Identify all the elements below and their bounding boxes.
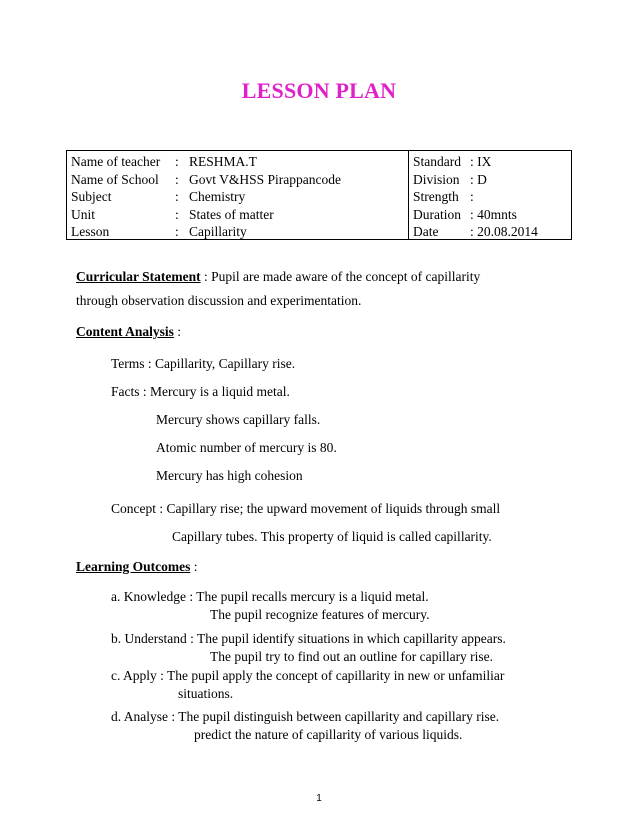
info-row-division <box>413 171 571 189</box>
info-row-school <box>71 171 408 189</box>
class-info-column <box>409 151 571 239</box>
facts-line: Facts : Mercury is a liquid metal. <box>111 384 290 399</box>
curricular-statement-heading: Curricular Statement <box>76 269 201 284</box>
info-label: Lesson <box>71 224 110 239</box>
info-label: Subject <box>71 189 112 204</box>
concept-line1: Concept : Capillary rise; the upward movement of liquids through small <box>111 501 501 516</box>
outcome-apply-cont: situations. <box>178 686 234 701</box>
page-number: 1 <box>316 793 322 804</box>
page-title: LESSON PLAN <box>241 78 397 103</box>
info-label: Name of teacher <box>71 154 161 169</box>
content-analysis-heading: Content Analysis <box>76 324 174 339</box>
info-sep: : <box>175 189 179 204</box>
fact-item: Mercury has high cohesion <box>156 468 303 483</box>
content-analysis-line <box>76 323 181 340</box>
info-sep: : <box>175 171 179 187</box>
fact-item: Mercury shows capillary falls. <box>156 412 321 427</box>
info-label: Standard <box>413 154 461 169</box>
curricular-statement-text: : Pupil are made aware of the concept of capillarity <box>200 269 481 284</box>
info-row-unit <box>71 206 408 224</box>
info-label: Strength <box>413 189 459 204</box>
info-value: Chemistry <box>189 189 246 204</box>
info-row-date <box>413 223 571 241</box>
info-sep: : <box>175 154 179 169</box>
info-row-teacher <box>71 153 408 171</box>
info-label: Division <box>413 171 460 187</box>
info-sep: : <box>175 206 179 222</box>
learning-outcomes-heading: Learning Outcomes <box>76 559 191 574</box>
info-row-strength <box>413 188 571 206</box>
info-value: : 20.08.2014 <box>470 224 538 239</box>
info-sep: : <box>175 224 179 239</box>
fact-item: Atomic number of mercury is 80. <box>156 440 337 455</box>
concept-line2: Capillary tubes. This property of liquid is called capillarity. <box>172 529 492 544</box>
outcome-apply: c. Apply : The pupil apply the concept of capillarity in new or unfamiliar <box>111 668 505 683</box>
outcome-understand-cont: The pupil try to find out an outline for capillary rise. <box>210 649 494 664</box>
outcome-knowledge: a. Knowledge : The pupil recalls mercury is a liquid metal. <box>111 589 429 604</box>
info-value: RESHMA.T <box>189 154 257 169</box>
info-value: : D <box>470 171 487 187</box>
curricular-statement-line1 <box>76 268 480 285</box>
info-value: : 40mnts <box>470 206 517 222</box>
info-label: Date <box>413 224 439 239</box>
info-row-standard <box>413 153 571 171</box>
info-row-lesson <box>71 223 408 241</box>
outcome-analyse: d. Analyse : The pupil distinguish between capillarity and capillary rise. <box>111 709 500 724</box>
outcome-understand: b. Understand : The pupil identify situations in which capillarity appears. <box>111 631 506 646</box>
lesson-info-table <box>66 150 572 240</box>
teacher-info-column <box>67 151 409 239</box>
outcome-analyse-cont: predict the nature of capillarity of various liquids. <box>194 727 463 742</box>
info-row-duration <box>413 206 571 224</box>
outcome-knowledge-cont: The pupil recognize features of mercury. <box>210 607 430 622</box>
terms-line: Terms : Capillarity, Capillary rise. <box>111 356 296 371</box>
info-label: Name of School <box>71 171 159 187</box>
content-analysis-suffix: : <box>173 324 182 339</box>
info-row-subject <box>71 188 408 206</box>
info-label: Duration <box>413 206 461 222</box>
info-value: States of matter <box>189 206 274 222</box>
info-value: : IX <box>470 154 492 169</box>
info-value: : <box>470 189 474 204</box>
learning-outcomes-line <box>76 558 198 575</box>
curricular-statement-line2: through observation discussion and experimentation. <box>76 293 362 308</box>
info-value: Govt V&HSS Pirappancode <box>189 171 341 187</box>
info-value: Capillarity <box>189 224 247 239</box>
learning-outcomes-suffix: : <box>190 559 198 574</box>
info-label: Unit <box>71 206 96 222</box>
